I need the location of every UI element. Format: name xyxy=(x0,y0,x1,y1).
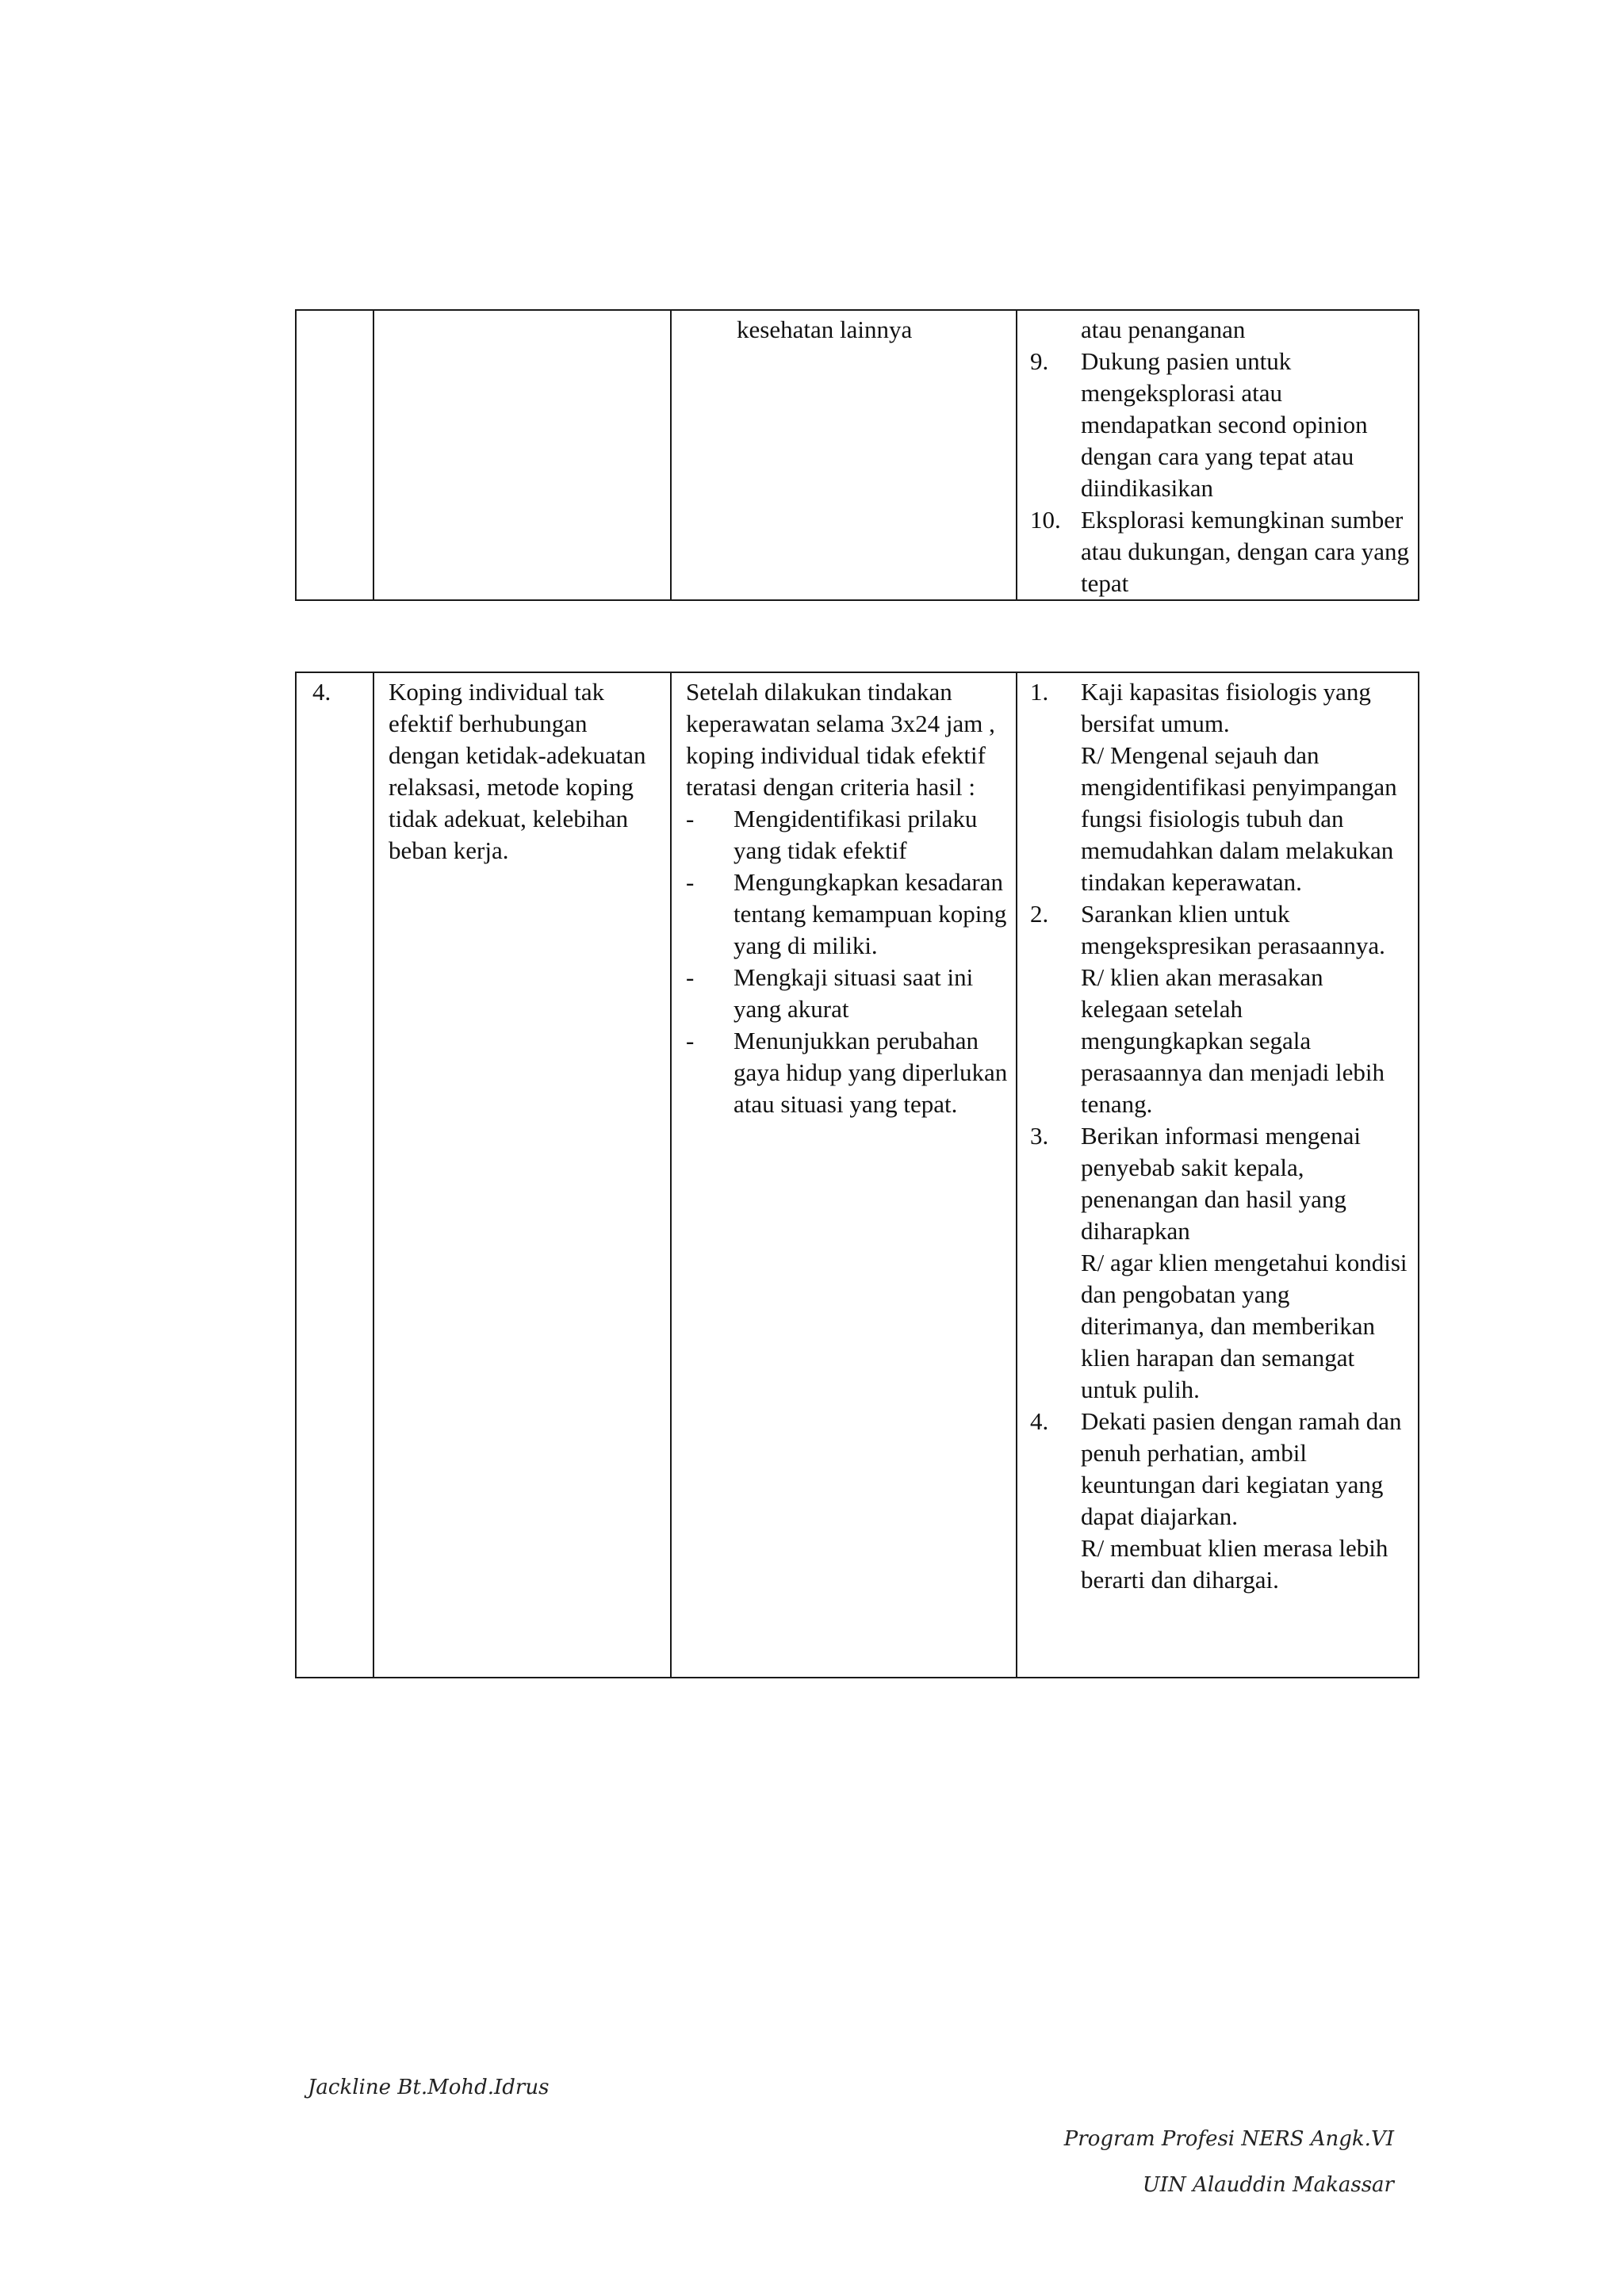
intervention-list xyxy=(1017,346,1418,599)
goal-intro: Setelah dilakukan tindakan keperawatan selama 3x24 jam , koping individual tidak efektif teratasi dengan criteria hasil : xyxy=(686,678,995,801)
cell-diagnosis xyxy=(373,310,671,600)
criteria-item xyxy=(683,867,1016,962)
table-row xyxy=(296,672,1419,1678)
cell-goal xyxy=(671,310,1017,600)
row-number: 4. xyxy=(312,678,331,706)
intervention-continuation: atau penanganan xyxy=(1081,316,1246,343)
intervention-text: Kaji kapasitas fisiologis yang bersifat umum. xyxy=(1081,678,1371,737)
rationale-text: R/ agar klien mengetahui kondisi dan pengobatan yang diterimanya, dan memberikan klien harapan dan semangat untuk pulih. xyxy=(1081,1249,1408,1403)
footer-university: UIN Alauddin Makassar xyxy=(1142,2173,1394,2197)
care-plan-table xyxy=(295,672,1419,1678)
cell-goal xyxy=(671,672,1017,1678)
rationale-text: R/ klien akan merasakan kelegaan setelah mengungkapkan segala perasaannya dan menjadi lebih tenang. xyxy=(1081,963,1385,1118)
criteria-text: Mengidentifikasi prilaku yang tidak efektif xyxy=(733,805,978,864)
cell-intervention xyxy=(1017,672,1419,1678)
cell-number xyxy=(296,310,373,600)
intervention-item xyxy=(1017,504,1418,599)
rationale-text: R/ Mengenal sejauh dan mengidentifikasi penyimpangan fungsi fisiologis tubuh dan memudahkan dalam melakukan tindakan keperawatan. xyxy=(1081,741,1397,896)
cell-diagnosis xyxy=(373,672,671,1678)
intervention-item xyxy=(1017,1120,1418,1406)
dash-marker: - xyxy=(686,868,695,896)
intervention-text: Dekati pasien dengan ramah dan penuh perhatian, ambil keuntungan dari kegiatan yang dapat diajarkan. xyxy=(1081,1407,1402,1530)
intervention-text: Dukung pasien untuk mengeksplorasi atau mendapatkan second opinion dengan cara yang tepat atau diindikasikan xyxy=(1081,347,1368,502)
intervention-text: Sarankan klien untuk mengekspresikan perasaannya. xyxy=(1081,900,1385,959)
cell-number xyxy=(296,672,373,1678)
criteria-text: Mengkaji situasi saat ini yang akurat xyxy=(733,963,974,1023)
footer-author: Jackline Bt.Mohd.Idrus xyxy=(308,2076,550,2099)
criteria-item xyxy=(683,1025,1016,1120)
criteria-text: Mengungkapkan kesadaran tentang kemampuan koping yang di miliki. xyxy=(733,868,1007,959)
criteria-text: Menunjukkan perubahan gaya hidup yang diperlukan atau situasi yang tepat. xyxy=(733,1027,1008,1118)
criteria-item xyxy=(683,803,1016,867)
goal-text: kesehatan lainnya xyxy=(737,316,913,343)
intervention-text: Eksplorasi kemungkinan sumber atau dukungan, dengan cara yang tepat xyxy=(1081,506,1410,597)
dash-marker: - xyxy=(686,805,695,832)
intervention-text: Berikan informasi mengenai penyebab sakit kepala, penenangan dan hasil yang diharapkan xyxy=(1081,1122,1361,1245)
item-number: 9. xyxy=(1030,347,1049,375)
dash-marker: - xyxy=(686,963,695,991)
care-plan-table-continued xyxy=(295,309,1419,601)
item-number: 2. xyxy=(1030,900,1049,928)
table-row xyxy=(296,310,1419,600)
intervention-list xyxy=(1017,676,1418,1596)
intervention-item xyxy=(1017,676,1418,898)
intervention-item xyxy=(1017,1406,1418,1596)
dash-marker: - xyxy=(686,1027,695,1054)
criteria-item xyxy=(683,962,1016,1025)
item-number: 4. xyxy=(1030,1407,1049,1435)
item-number: 10. xyxy=(1030,506,1061,534)
cell-intervention xyxy=(1017,310,1419,600)
item-number: 3. xyxy=(1030,1122,1049,1150)
item-number: 1. xyxy=(1030,678,1049,706)
intervention-item xyxy=(1017,898,1418,1120)
criteria-list xyxy=(672,803,1016,1120)
footer-program: Program Profesi NERS Angk.VI xyxy=(1063,2127,1394,2151)
diagnosis-text: Koping individual tak efektif berhubungan dengan ketidak-adekuatan relaksasi, metode koping tidak adekuat, kelebihan beban kerja. xyxy=(389,678,646,864)
intervention-item xyxy=(1017,346,1418,504)
rationale-text: R/ membuat klien merasa lebih berarti dan dihargai. xyxy=(1081,1534,1388,1594)
